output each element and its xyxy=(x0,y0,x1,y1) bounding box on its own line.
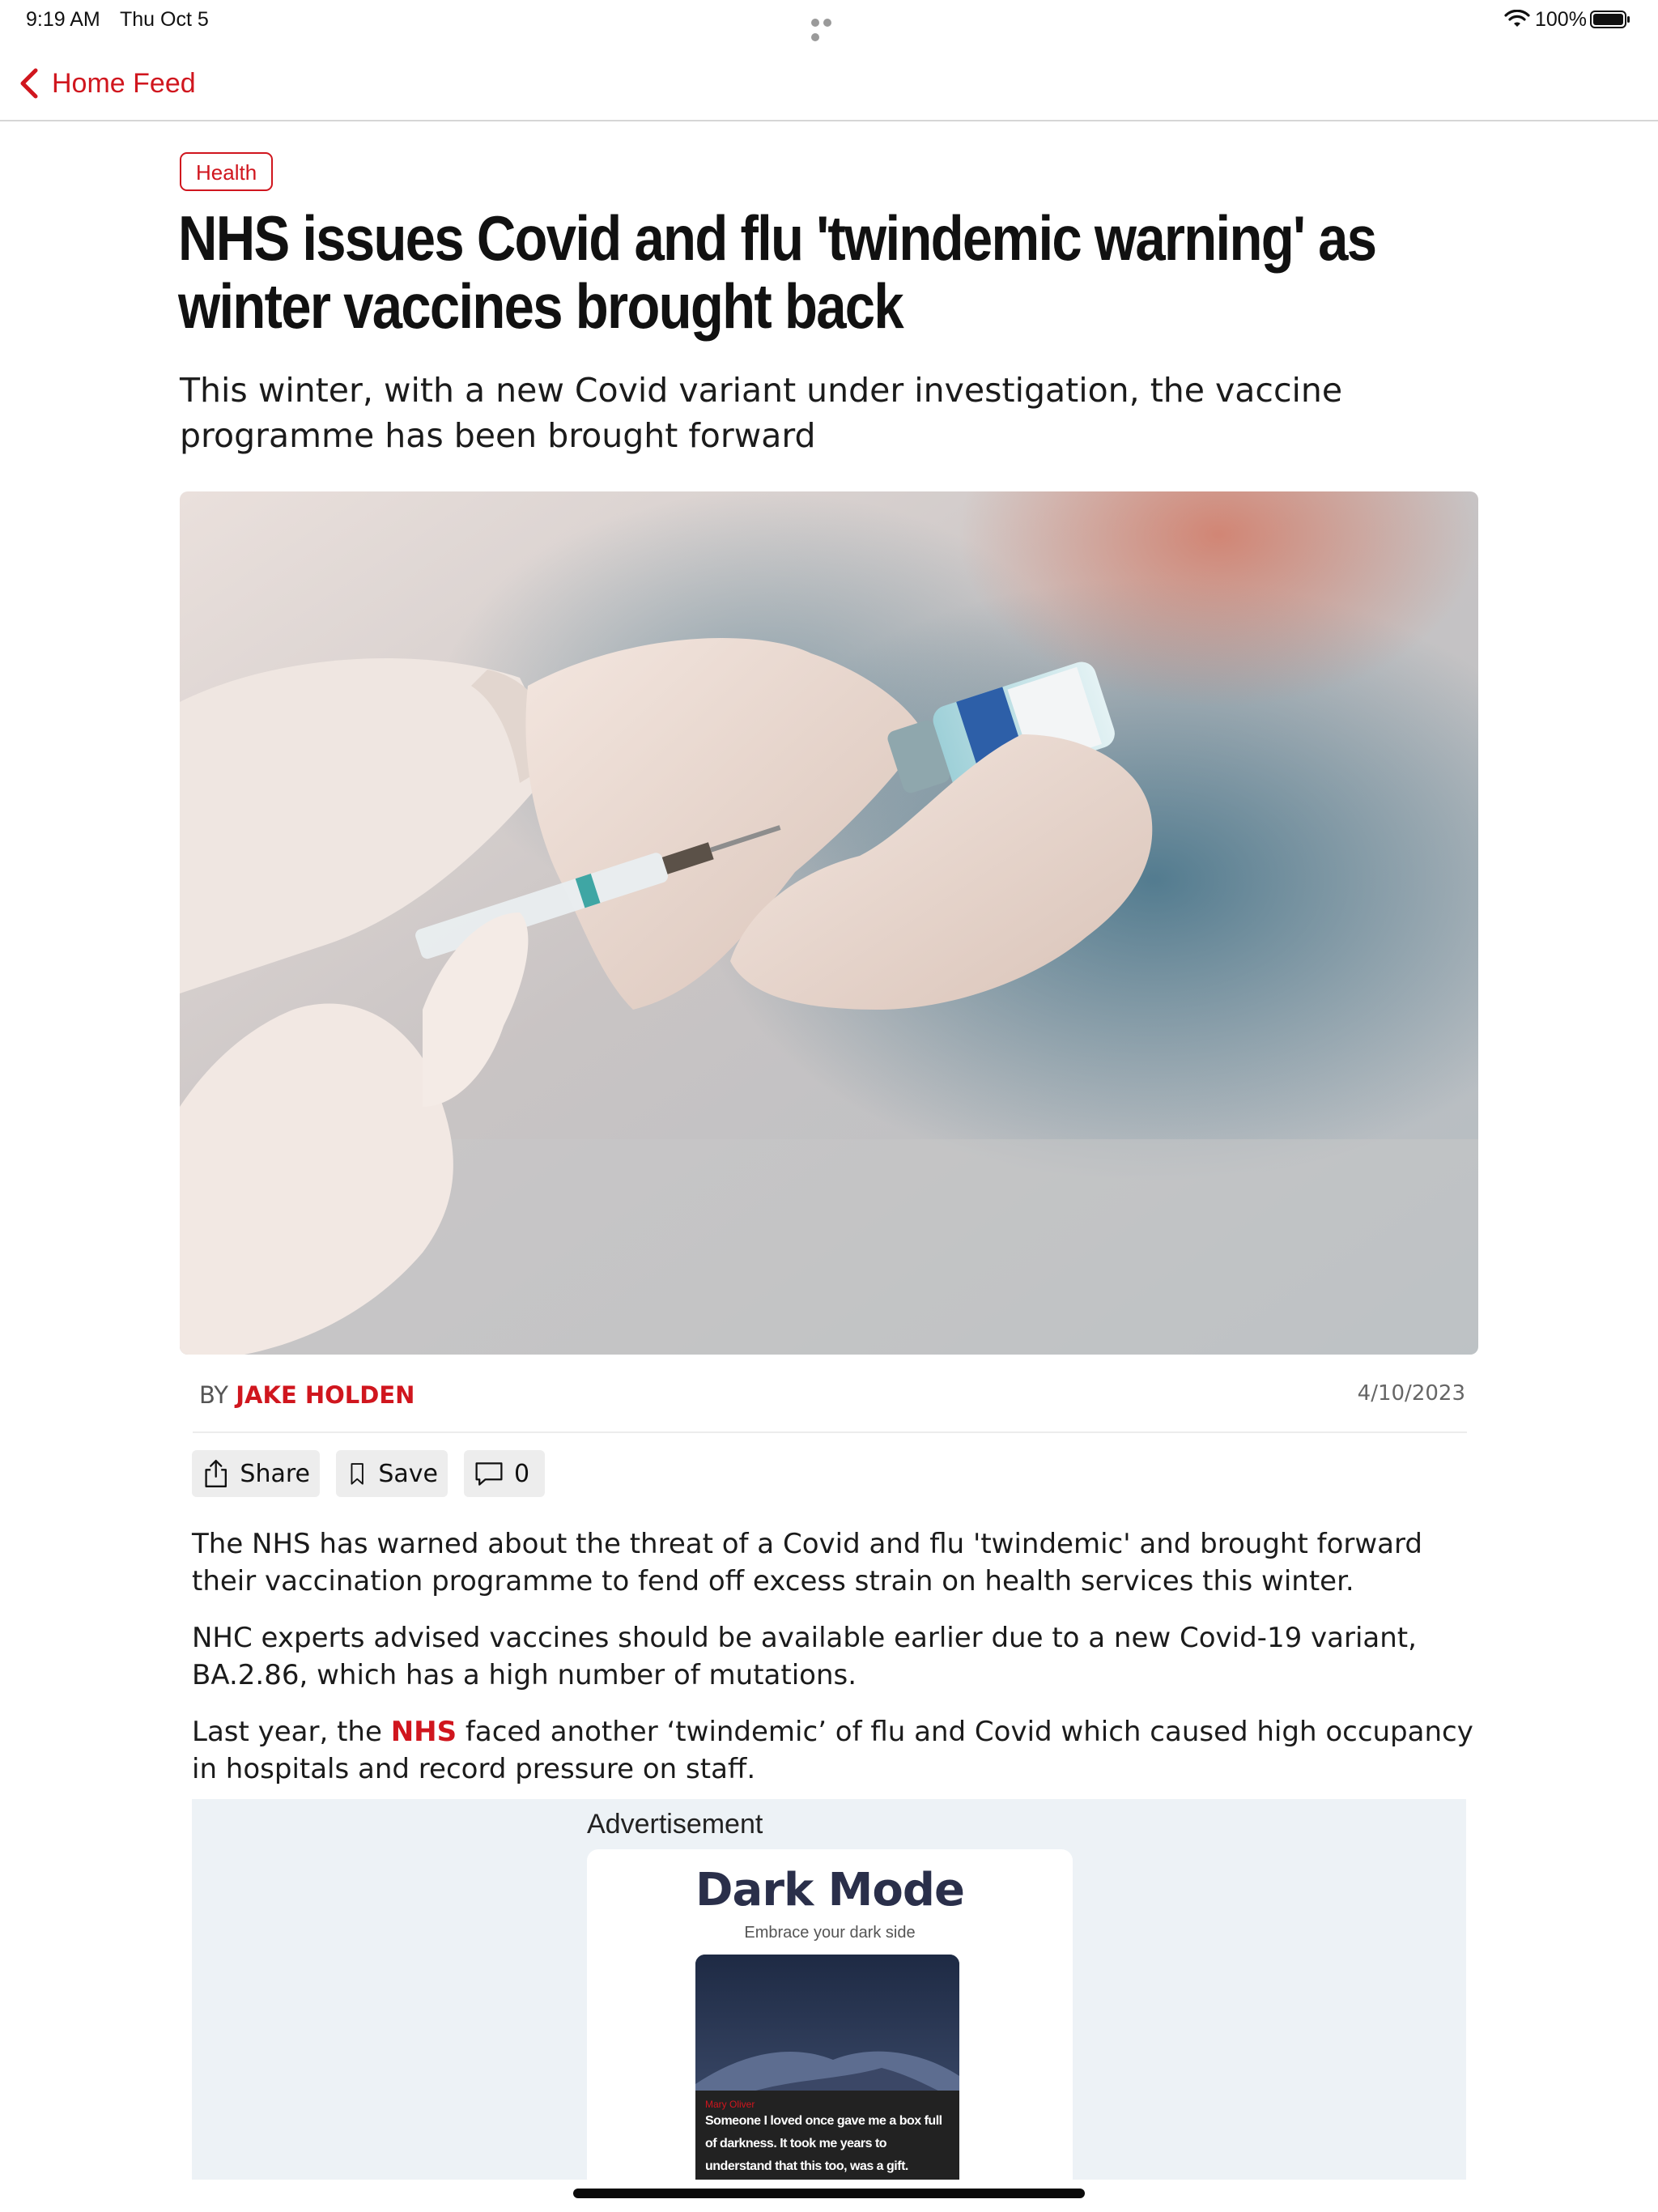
article-headline: NHS issues Covid and flu 'twindemic warning' as winter vaccines brought back xyxy=(178,202,1376,342)
share-label: Share xyxy=(240,1459,310,1488)
battery-percent: 100% xyxy=(1535,8,1587,31)
category-tag[interactable]: Health xyxy=(180,152,273,191)
byline-prefix: BY xyxy=(199,1381,229,1409)
ad-tagline: Embrace your dark side xyxy=(744,1924,916,1942)
nhs-link[interactable]: NHS xyxy=(390,1716,457,1748)
ad-card[interactable] xyxy=(587,1849,1073,2180)
article-paragraph: The NHS has warned about the threat of a Covid and flu 'twindemic' and brought forward their vaccination programme to fend off excess strain on health services this winter. xyxy=(192,1528,1422,1597)
divider xyxy=(193,1431,1467,1433)
home-indicator[interactable] xyxy=(573,2189,1085,2198)
ad-title: Dark Mode xyxy=(695,1864,964,1916)
author-link[interactable]: JAKE HOLDEN xyxy=(236,1381,415,1409)
back-button[interactable] xyxy=(18,63,196,104)
article-paragraph xyxy=(192,1713,1487,1788)
battery-icon xyxy=(1590,10,1630,29)
article-subheadline: This winter, with a new Covid variant under investigation, the vaccine programme has been brought forward xyxy=(180,371,1343,455)
ad-quote-author: Mary Oliver xyxy=(705,2099,755,2110)
bookmark-icon xyxy=(346,1457,368,1490)
save-button[interactable] xyxy=(336,1450,448,1497)
ad-quote-box xyxy=(695,2091,959,2180)
nav-bar xyxy=(0,49,1658,121)
status-time: 9:19 AM xyxy=(26,8,100,31)
back-label: Home Feed xyxy=(52,67,196,99)
comments-button[interactable] xyxy=(464,1450,545,1497)
article-actions xyxy=(192,1450,545,1497)
comment-icon xyxy=(474,1457,504,1490)
chevron-left-icon xyxy=(18,67,40,100)
share-icon xyxy=(202,1457,230,1490)
wifi-icon xyxy=(1504,10,1530,29)
hero-image xyxy=(180,491,1478,1355)
ad-label: Advertisement xyxy=(587,1809,763,1840)
ad-quote: Someone I loved once gave me a box full of darkness. It took me years to understand that this too, was a gift. xyxy=(705,2114,942,2173)
advertisement xyxy=(192,1799,1466,2180)
more-dots-icon[interactable] xyxy=(811,16,847,24)
paragraph-text: faced another ‘twindemic’ of flu and Covid which caused high occupancy in hospitals and record pressure on staff. xyxy=(192,1716,1473,1785)
byline xyxy=(199,1381,414,1409)
article-paragraph: NHC experts advised vaccines should be available earlier due to a new Covid-19 variant, BA.2.86, which has a high number of mutations. xyxy=(192,1622,1417,1691)
status-date: Thu Oct 5 xyxy=(120,8,209,31)
share-button[interactable] xyxy=(192,1450,320,1497)
publish-date: 4/10/2023 xyxy=(1357,1381,1465,1406)
paragraph-text: Last year, the xyxy=(192,1716,391,1748)
comment-count: 0 xyxy=(514,1459,530,1488)
status-bar xyxy=(0,0,1658,39)
save-label: Save xyxy=(378,1459,438,1488)
